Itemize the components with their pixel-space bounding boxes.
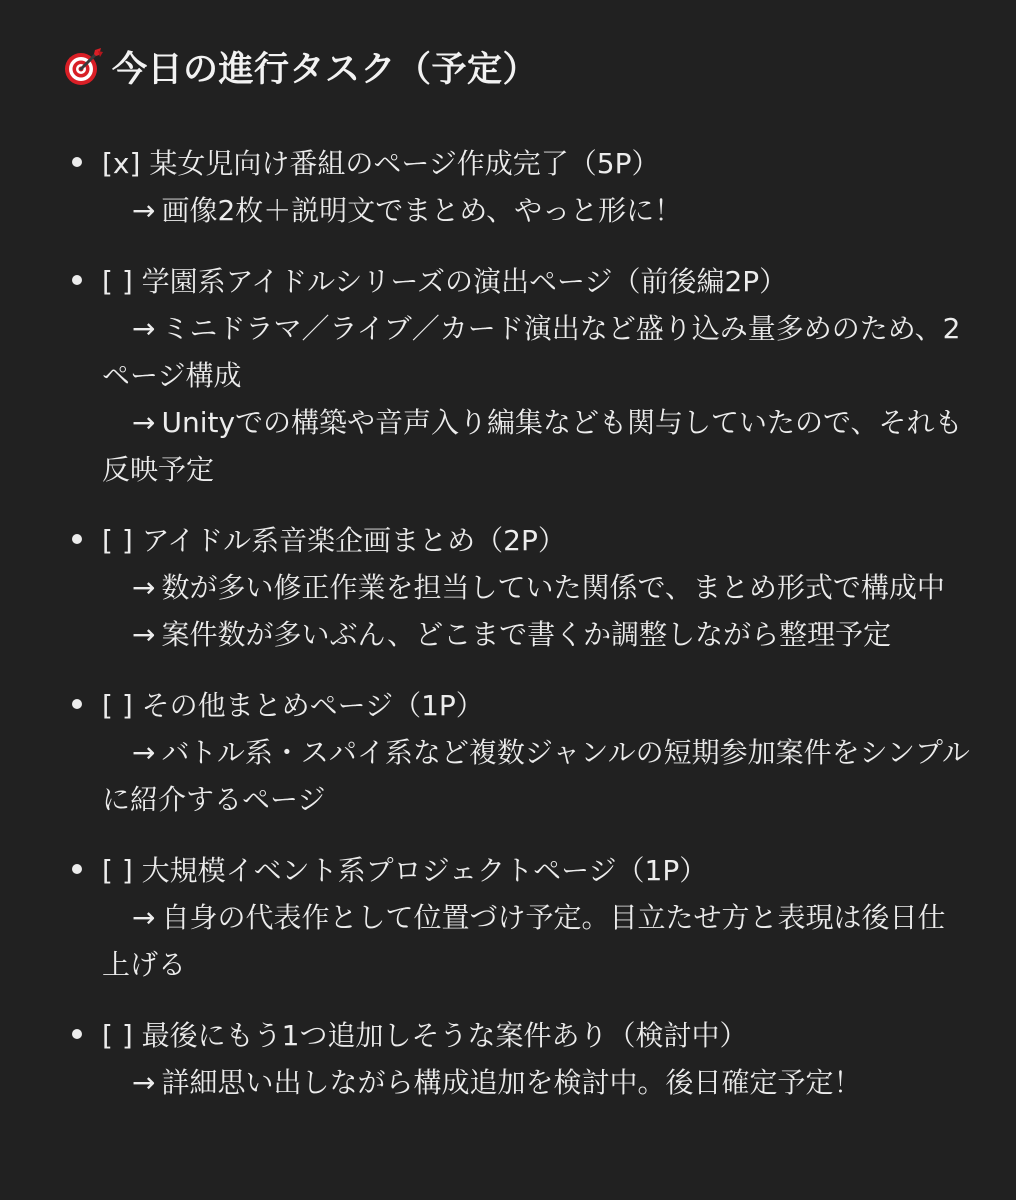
task-note <box>102 1059 972 1106</box>
task-label: [ ] 最後にもう1つ追加しそうな案件あり（検討中） <box>102 1019 748 1052</box>
task-label: [ ] その他まとめページ（1P） <box>102 689 484 722</box>
bullet-icon <box>72 157 82 167</box>
task-label: [x] 某女児向け番組のページ作成完了（5P） <box>102 147 660 180</box>
task-label: [ ] アイドル系音楽企画まとめ（2P） <box>102 524 566 557</box>
task-item <box>72 140 972 234</box>
task-note <box>102 305 972 399</box>
arrow-icon: → <box>132 1066 156 1099</box>
task-note-text: 数が多い修正作業を担当していた関係で、まとめ形式で構成中 <box>161 571 945 604</box>
task-item <box>72 1012 972 1106</box>
arrow-icon: → <box>132 571 156 604</box>
task-note <box>102 611 972 658</box>
task-note-text: 自身の代表作として位置づけ予定。目立たせ方と表現は後日仕上げる <box>102 901 946 981</box>
arrow-icon: → <box>132 406 156 439</box>
direct-hit-target-icon <box>62 46 104 88</box>
bullet-icon <box>72 864 82 874</box>
task-list <box>72 140 972 1130</box>
task-label: [ ] 大規模イベント系プロジェクトページ（1P） <box>102 854 708 887</box>
task-item <box>72 847 972 988</box>
task-note <box>102 729 972 823</box>
task-note-text: バトル系・スパイ系など複数ジャンルの短期参加案件をシンプルに紹介するページ <box>102 736 970 816</box>
arrow-icon: → <box>132 618 156 651</box>
arrow-icon: → <box>132 194 156 227</box>
task-note-text: ミニドラマ／ライブ／カード演出など盛り込み量多めのため、2ページ構成 <box>102 312 961 392</box>
task-note-text: 画像2枚＋説明文でまとめ、やっと形に！ <box>161 194 683 227</box>
task-item <box>72 258 972 493</box>
task-item <box>72 682 972 823</box>
bullet-icon <box>72 275 82 285</box>
title-row <box>62 42 538 92</box>
task-label: [ ] 学園系アイドルシリーズの演出ページ（前後編2P） <box>102 265 788 298</box>
bullet-icon <box>72 699 82 709</box>
arrow-icon: → <box>132 901 156 934</box>
task-note-text: 詳細思い出しながら構成追加を検討中。後日確定予定！ <box>161 1066 862 1099</box>
task-note <box>102 187 972 234</box>
task-note <box>102 894 972 988</box>
bullet-icon <box>72 1029 82 1039</box>
arrow-icon: → <box>132 312 156 345</box>
task-note <box>102 564 972 611</box>
arrow-icon: → <box>132 736 156 769</box>
task-note <box>102 399 972 493</box>
task-note-text: 案件数が多いぶん、どこまで書くか調整しながら整理予定 <box>161 618 892 651</box>
bullet-icon <box>72 534 82 544</box>
page-title: 今日の進行タスク（予定） <box>112 50 539 90</box>
task-item <box>72 517 972 658</box>
task-note-text: Unityでの構築や音声入り編集なども関与していたので、それも反映予定 <box>102 406 963 486</box>
